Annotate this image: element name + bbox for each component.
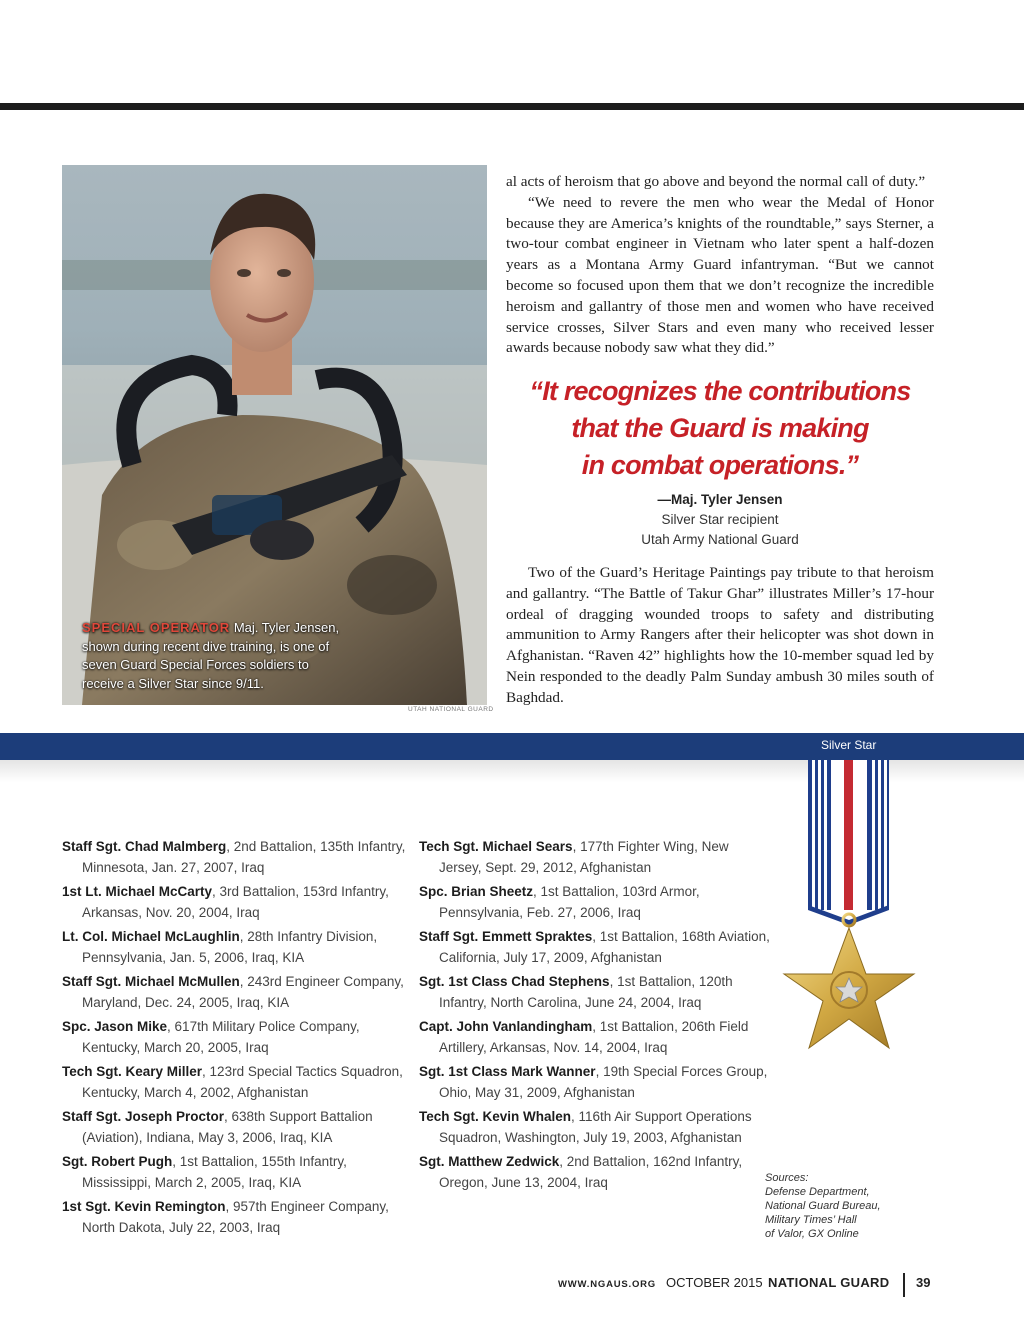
honoree-detail: , 177th Fighter Wing, New Jersey, Sept. 29, 2012, Afghanistan (439, 839, 729, 875)
honoree-name: Staff Sgt. Michael McMullen (62, 974, 240, 989)
sources-note (765, 1171, 881, 1241)
article-paragraph: al acts of heroism that go above and beyond the normal call of duty.” (506, 173, 926, 190)
footer-magazine-title: NATIONAL GUARD (768, 1275, 890, 1290)
silver-star-medal-icon (772, 760, 922, 1060)
page-footer (0, 1273, 1024, 1297)
honoree-entry (62, 1151, 414, 1193)
page-number: 39 (916, 1275, 931, 1290)
attribution-unit: Utah Army National Guard (641, 532, 799, 547)
honoree-entry (62, 836, 414, 878)
honoree-name: Lt. Col. Michael McLaughlin (62, 929, 240, 944)
honoree-entry (62, 881, 414, 923)
sources-line: National Guard Bureau, (765, 1200, 881, 1212)
honorees-column-1 (62, 836, 414, 1241)
honoree-name: Capt. John Vanlandingham (419, 1019, 593, 1034)
pull-quote-line: in combat operations.” (581, 450, 859, 480)
honoree-detail: , 1st Battalion, 206th Field Artillery, Arkansas, Nov. 14, 2004, Iraq (439, 1019, 749, 1055)
honoree-name: Staff Sgt. Emmett Spraktes (419, 929, 593, 944)
article-top (506, 172, 934, 359)
footer-url[interactable]: WWW.NGAUS.ORG (558, 1279, 657, 1290)
photo-caption (82, 619, 352, 693)
honorees-column-2 (419, 836, 771, 1196)
hero-photo (62, 165, 487, 705)
honoree-name: Sgt. 1st Class Chad Stephens (419, 974, 610, 989)
honoree-name: Staff Sgt. Joseph Proctor (62, 1109, 225, 1124)
honoree-detail: , 1st Battalion, 103rd Armor, Pennsylvania, Feb. 27, 2006, Iraq (439, 884, 700, 920)
honoree-entry (62, 1196, 414, 1238)
honoree-entry (419, 926, 771, 968)
honoree-name: Spc. Jason Mike (62, 1019, 168, 1034)
band-label: Silver Star (821, 738, 877, 752)
honoree-detail: , 638th Support Battalion (Aviation), Indiana, May 3, 2006, Iraq, KIA (82, 1109, 373, 1145)
sources-line: Sources: (765, 1172, 809, 1184)
honoree-entry (62, 1061, 414, 1103)
honoree-entry (419, 1151, 771, 1193)
honoree-detail: , 3rd Battalion, 153rd Infantry, Arkansas, Nov. 20, 2004, Iraq (82, 884, 389, 920)
honoree-detail: , 957th Engineer Company, North Dakota, July 22, 2003, Iraq (82, 1199, 389, 1235)
caption-head: SPECIAL OPERATOR (82, 620, 231, 635)
honoree-name: Spc. Brian Sheetz (419, 884, 534, 899)
footer-divider (903, 1273, 905, 1297)
honoree-entry (419, 1061, 771, 1103)
pull-quote-line: “It recognizes the contributions (529, 376, 911, 406)
footer-issue-date: OCTOBER 2015 (666, 1275, 763, 1290)
sources-line: Military Times’ Hall (765, 1214, 857, 1226)
honoree-detail: , 1st Battalion, 120th Infantry, North Carolina, June 24, 2004, Iraq (439, 974, 733, 1010)
honoree-entry (62, 926, 414, 968)
honoree-detail: , 116th Air Support Operations Squadron, Washington, July 19, 2003, Afghanistan (439, 1109, 752, 1145)
honoree-detail: , 123rd Special Tactics Squadron, Kentucky, March 4, 2002, Afghanistan (82, 1064, 403, 1100)
honoree-name: Tech Sgt. Keary Miller (62, 1064, 203, 1079)
article-paragraph: Two of the Guard’s Heritage Paintings pay tribute to that heroism and gallantry. “The Battle of Takur Ghar” illustrates Miller’s 17-hour ordeal of dragging wounded troops to safety and distributing ammunition to Army Rangers after their helicopter was shot down in Afghanistan. “Raven 42” highlights how the 10-member squad led by Nein responded to the deadly Palm Sunday ambush 30 miles south of Baghdad. (506, 564, 934, 706)
pull-quote-line: that the Guard is making (571, 413, 869, 443)
quote-attribution (506, 490, 934, 550)
attribution-name: —Maj. Tyler Jensen (657, 492, 783, 507)
honoree-entry (62, 1016, 414, 1058)
honoree-entry (62, 971, 414, 1013)
honoree-name: Sgt. Robert Pugh (62, 1154, 173, 1169)
honoree-name: Tech Sgt. Michael Sears (419, 839, 573, 854)
honoree-entry (419, 881, 771, 923)
sources-line: Defense Department, (765, 1186, 870, 1198)
article-bottom (506, 563, 934, 709)
honoree-detail: , 1st Battalion, 155th Infantry, Mississippi, March 2, 2005, Iraq, KIA (82, 1154, 347, 1190)
honoree-entry (419, 971, 771, 1013)
honoree-detail: , 19th Special Forces Group, Ohio, May 31, 2009, Afghanistan (439, 1064, 768, 1100)
honoree-detail: , 243rd Engineer Company, Maryland, Dec. 24, 2005, Iraq, KIA (82, 974, 404, 1010)
caption-text: Maj. Tyler Jensen, shown during recent dive training, is one of seven Guard Special Forces soldiers to receive a Silver Star since 9/11. (82, 620, 340, 691)
honoree-name: Tech Sgt. Kevin Whalen (419, 1109, 572, 1124)
sources-line: of Valor, GX Online (765, 1228, 859, 1240)
honoree-entry (419, 836, 771, 878)
top-rule (0, 103, 1024, 110)
honoree-detail: , 28th Infantry Division, Pennsylvania, Jan. 5, 2006, Iraq, KIA (82, 929, 378, 965)
honoree-detail: , 617th Military Police Company, Kentucky, March 20, 2005, Iraq (82, 1019, 360, 1055)
honoree-entry (419, 1106, 771, 1148)
honoree-entry (419, 1016, 771, 1058)
attribution-role: Silver Star recipient (661, 512, 779, 527)
honoree-entry (62, 1106, 414, 1148)
honoree-name: Sgt. Matthew Zedwick (419, 1154, 560, 1169)
article-paragraph: “We need to revere the men who wear the Medal of Honor because they are America’s knights of the roundtable,” says Sterner, a two-tour combat engineer in Vietnam who later spent a half-dozen years as a Montana Army Guard infantryman. “But we cannot become so focused upon them that we don’t recognize the incredible heroism and gallantry of those men and women who have received service crosses, Silver Stars and even many who received lesser awards because nobody saw what they did.” (506, 193, 934, 357)
honoree-detail: , 2nd Battalion, 135th Infantry, Minnesota, Jan. 27, 2007, Iraq (82, 839, 406, 875)
pull-quote (506, 373, 934, 484)
honoree-name: 1st Sgt. Kevin Remington (62, 1199, 226, 1214)
honoree-name: 1st Lt. Michael McCarty (62, 884, 213, 899)
honoree-detail: , 1st Battalion, 168th Aviation, California, July 17, 2009, Afghanistan (439, 929, 770, 965)
photo-credit: UTAH NATIONAL GUARD (408, 706, 494, 713)
honoree-name: Sgt. 1st Class Mark Wanner (419, 1064, 596, 1079)
honoree-name: Staff Sgt. Chad Malmberg (62, 839, 227, 854)
honoree-detail: , 2nd Battalion, 162nd Infantry, Oregon, June 13, 2004, Iraq (439, 1154, 743, 1190)
